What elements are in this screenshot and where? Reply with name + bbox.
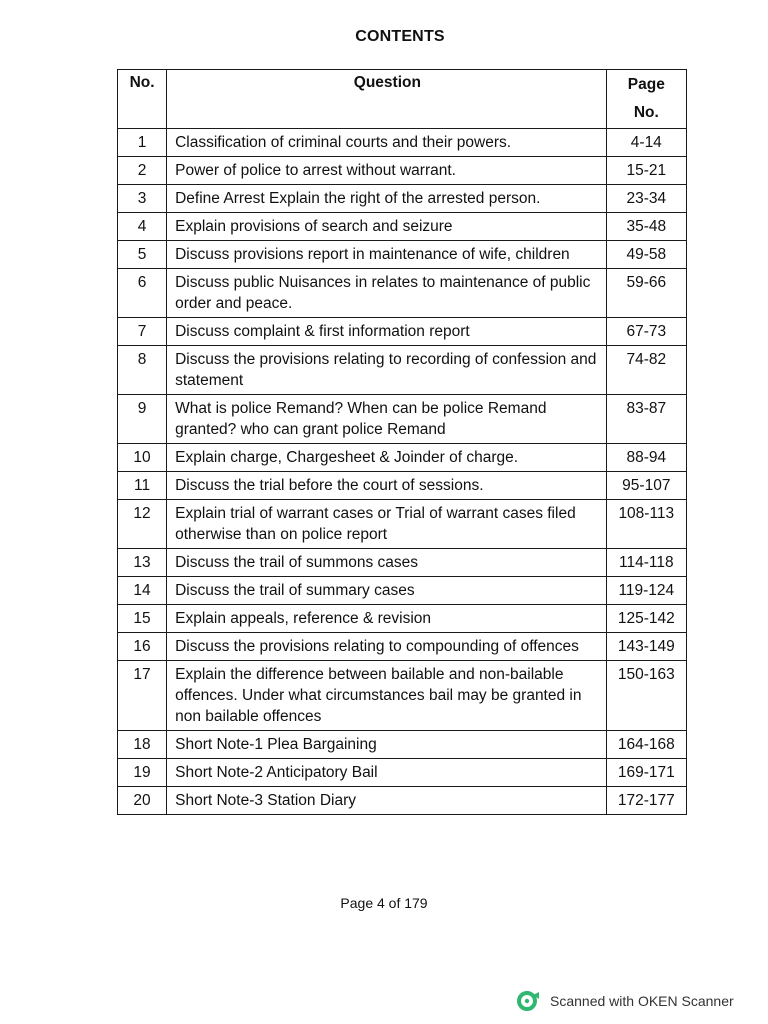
scanner-text: Scanned with OKEN Scanner bbox=[550, 993, 734, 1009]
table-row bbox=[118, 577, 687, 605]
scanner-watermark bbox=[516, 990, 734, 1012]
row-page: 169-171 bbox=[606, 759, 686, 787]
row-page: 125-142 bbox=[606, 605, 686, 633]
row-question: Short Note-2 Anticipatory Bail bbox=[167, 759, 607, 787]
table-row bbox=[118, 185, 687, 213]
row-question: Discuss the trail of summary cases bbox=[167, 577, 607, 605]
row-question: Short Note-3 Station Diary bbox=[167, 787, 607, 815]
header-page: Page No. bbox=[606, 70, 686, 129]
row-question: Explain provisions of search and seizure bbox=[167, 213, 607, 241]
row-page: 172-177 bbox=[606, 787, 686, 815]
table-row bbox=[118, 661, 687, 731]
row-question: Power of police to arrest without warrant. bbox=[167, 157, 607, 185]
row-question: Discuss the provisions relating to recording of confession and statement bbox=[167, 346, 607, 395]
row-number: 4 bbox=[118, 213, 167, 241]
row-number: 18 bbox=[118, 731, 167, 759]
row-question: Explain trial of warrant cases or Trial of warrant cases filed otherwise than on police report bbox=[167, 500, 607, 549]
header-no: No. bbox=[118, 70, 167, 129]
table-row bbox=[118, 318, 687, 346]
row-question: Short Note-1 Plea Bargaining bbox=[167, 731, 607, 759]
row-number: 3 bbox=[118, 185, 167, 213]
row-number: 19 bbox=[118, 759, 167, 787]
table-row bbox=[118, 787, 687, 815]
row-page: 35-48 bbox=[606, 213, 686, 241]
row-question: Discuss the trail of summons cases bbox=[167, 549, 607, 577]
row-question: Discuss public Nuisances in relates to maintenance of public order and peace. bbox=[167, 269, 607, 318]
row-page: 74-82 bbox=[606, 346, 686, 395]
row-number: 9 bbox=[118, 395, 167, 444]
row-page: 67-73 bbox=[606, 318, 686, 346]
row-number: 11 bbox=[118, 472, 167, 500]
table-row bbox=[118, 444, 687, 472]
table-header-row bbox=[118, 70, 687, 129]
row-page: 150-163 bbox=[606, 661, 686, 731]
row-question: Explain charge, Chargesheet & Joinder of charge. bbox=[167, 444, 607, 472]
row-number: 14 bbox=[118, 577, 167, 605]
row-page: 108-113 bbox=[606, 500, 686, 549]
row-number: 1 bbox=[118, 129, 167, 157]
table-row bbox=[118, 346, 687, 395]
row-page: 49-58 bbox=[606, 241, 686, 269]
row-question: Explain appeals, reference & revision bbox=[167, 605, 607, 633]
table-row bbox=[118, 633, 687, 661]
row-page: 59-66 bbox=[606, 269, 686, 318]
row-number: 20 bbox=[118, 787, 167, 815]
row-number: 6 bbox=[118, 269, 167, 318]
row-number: 15 bbox=[118, 605, 167, 633]
row-page: 23-34 bbox=[606, 185, 686, 213]
table-row bbox=[118, 269, 687, 318]
table-row bbox=[118, 500, 687, 549]
table-row bbox=[118, 157, 687, 185]
table-row bbox=[118, 395, 687, 444]
table-row bbox=[118, 213, 687, 241]
table-row bbox=[118, 472, 687, 500]
row-question: Discuss provisions report in maintenance of wife, children bbox=[167, 241, 607, 269]
row-question: Discuss the provisions relating to compounding of offences bbox=[167, 633, 607, 661]
row-question: Discuss complaint & first information report bbox=[167, 318, 607, 346]
row-number: 2 bbox=[118, 157, 167, 185]
table-row bbox=[118, 759, 687, 787]
row-number: 10 bbox=[118, 444, 167, 472]
row-number: 5 bbox=[118, 241, 167, 269]
table-row bbox=[118, 241, 687, 269]
row-number: 12 bbox=[118, 500, 167, 549]
row-page: 164-168 bbox=[606, 731, 686, 759]
table-row bbox=[118, 605, 687, 633]
row-page: 114-118 bbox=[606, 549, 686, 577]
row-question: Explain the difference between bailable and non-bailable offences. Under what circumstances bail may be granted in non bailable offences bbox=[167, 661, 607, 731]
row-question: Classification of criminal courts and their powers. bbox=[167, 129, 607, 157]
row-page: 95-107 bbox=[606, 472, 686, 500]
table-row bbox=[118, 731, 687, 759]
oken-scanner-logo-icon bbox=[516, 990, 540, 1012]
row-number: 8 bbox=[118, 346, 167, 395]
row-question: What is police Remand? When can be police Remand granted? who can grant police Remand bbox=[167, 395, 607, 444]
contents-table bbox=[117, 69, 687, 815]
row-page: 143-149 bbox=[606, 633, 686, 661]
table-row bbox=[118, 549, 687, 577]
header-question: Question bbox=[167, 70, 607, 129]
row-number: 13 bbox=[118, 549, 167, 577]
row-number: 16 bbox=[118, 633, 167, 661]
row-number: 17 bbox=[118, 661, 167, 731]
contents-table-body bbox=[118, 129, 687, 815]
row-page: 88-94 bbox=[606, 444, 686, 472]
row-number: 7 bbox=[118, 318, 167, 346]
table-row bbox=[118, 129, 687, 157]
row-page: 119-124 bbox=[606, 577, 686, 605]
page-title: CONTENTS bbox=[355, 28, 445, 45]
row-page: 4-14 bbox=[606, 129, 686, 157]
page-footer: Page 4 of 179 bbox=[340, 895, 428, 911]
row-question: Define Arrest Explain the right of the arrested person. bbox=[167, 185, 607, 213]
row-page: 83-87 bbox=[606, 395, 686, 444]
row-page: 15-21 bbox=[606, 157, 686, 185]
row-question: Discuss the trial before the court of sessions. bbox=[167, 472, 607, 500]
